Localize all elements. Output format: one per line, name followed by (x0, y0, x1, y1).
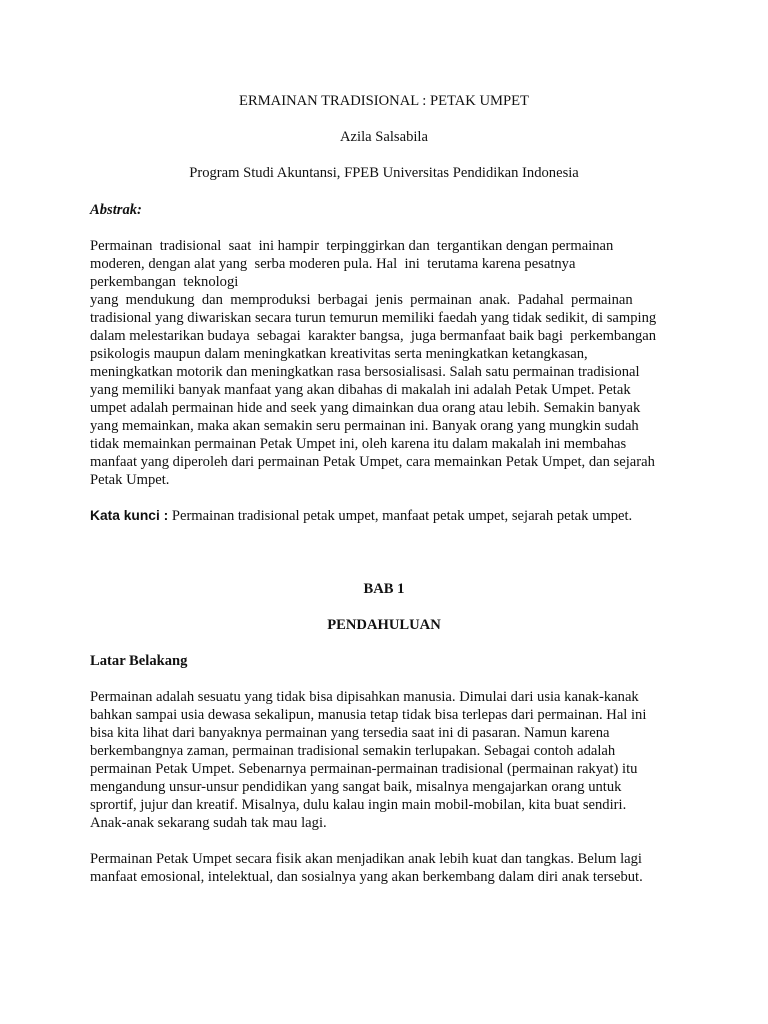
paragraph-line: manfaat emosional, intelektual, dan sosialnya yang akan berkembang dalam diri anak tersebut. (90, 869, 643, 885)
section-heading: Latar Belakang (90, 653, 188, 669)
abstract-line: yang memainkan, maka akan semakin seru permainan ini. Banyak orang yang mungkin sudah (90, 418, 639, 434)
chapter-title: PENDAHULUAN (327, 617, 441, 633)
author-name: Azila Salsabila (340, 129, 428, 145)
abstract-line: Petak Umpet. (90, 472, 170, 488)
paragraph-line: berkembangnya zaman, permainan tradisional semakin terlupakan. Sebagai contoh adalah (90, 743, 616, 759)
paragraph-line: sprortif, jujur dan kreatif. Misalnya, dulu kalau ingin main mobil-mobilan, kita buat sendiri. (90, 797, 627, 813)
abstract-heading: Abstrak: (90, 202, 142, 218)
abstract-line: yang memiliki banyak manfaat yang akan dibahas di makalah ini adalah Petak Umpet. Petak (90, 382, 631, 398)
abstract-line: manfaat yang diperoleh dari permainan Petak Umpet, cara memainkan Petak Umpet, dan sejarah (90, 454, 655, 470)
keywords (90, 507, 632, 525)
paragraph-line: Anak-anak sekarang sudah tak mau lagi. (90, 815, 327, 831)
abstract-line: perkembangan teknologi (90, 274, 239, 290)
paragraph-line: bahkan sampai usia dewasa sekalipun, manusia tetap tidak bisa terlepas dari permainan. Hal ini (90, 707, 647, 723)
author-affiliation: Program Studi Akuntansi, FPEB Universitas Pendidikan Indonesia (189, 165, 579, 181)
chapter-number: BAB 1 (363, 581, 405, 597)
paragraph-line: Permainan Petak Umpet secara fisik akan menjadikan anak lebih kuat dan tangkas. Belum lagi (90, 851, 642, 867)
abstract-line: psikologis maupun dalam meningkatkan kreativitas serta meningkatkan ketangkasan, (90, 346, 588, 362)
abstract-line: meningkatkan motorik dan meningkatkan rasa bersosialisasi. Salah satu permainan tradisional (90, 364, 640, 380)
abstract-line: tidak memainkan permainan Petak Umpet ini, oleh karena itu dalam makalah ini membahas (90, 436, 627, 452)
paragraph-line: Permainan adalah sesuatu yang tidak bisa dipisahkan manusia. Dimulai dari usia kanak-kanak (90, 689, 639, 705)
paragraph-line: mengandung unsur-unsur pendidikan yang sangat baik, misalnya mengajarkan orang untuk (90, 779, 622, 795)
abstract-line: yang mendukung dan memproduksi berbagai jenis permainan anak. Padahal permainan (90, 292, 633, 308)
paragraph-line: bisa kita lihat dari banyaknya permainan yang tersedia saat ini di pasaran. Namun karena (90, 725, 610, 741)
keywords-label: Kata kunci : (90, 508, 169, 523)
abstract-line: tradisional yang diwariskan secara turun temurun memiliki faedah yang tidak sedikit, di samping (90, 310, 657, 326)
abstract-line: moderen, dengan alat yang serba moderen pula. Hal ini terutama karena pesatnya (90, 256, 576, 272)
abstract-line: dalam melestarikan budaya sebagai karakter bangsa, juga bermanfaat baik bagi perkembangan (90, 328, 657, 344)
abstract-line: umpet adalah permainan hide and seek yang dimainkan dua orang atau lebih. Semakin banyak (90, 400, 641, 416)
abstract-line: Permainan tradisional saat ini hampir terpinggirkan dan tergantikan dengan permainan (90, 238, 614, 254)
keywords-text: Permainan tradisional petak umpet, manfaat petak umpet, sejarah petak umpet. (168, 508, 633, 524)
paragraph-line: permainan Petak Umpet. Sebenarnya permainan-permainan tradisional (permainan rakyat) itu (90, 761, 638, 777)
paper-title: ERMAINAN TRADISIONAL : PETAK UMPET (239, 93, 529, 109)
